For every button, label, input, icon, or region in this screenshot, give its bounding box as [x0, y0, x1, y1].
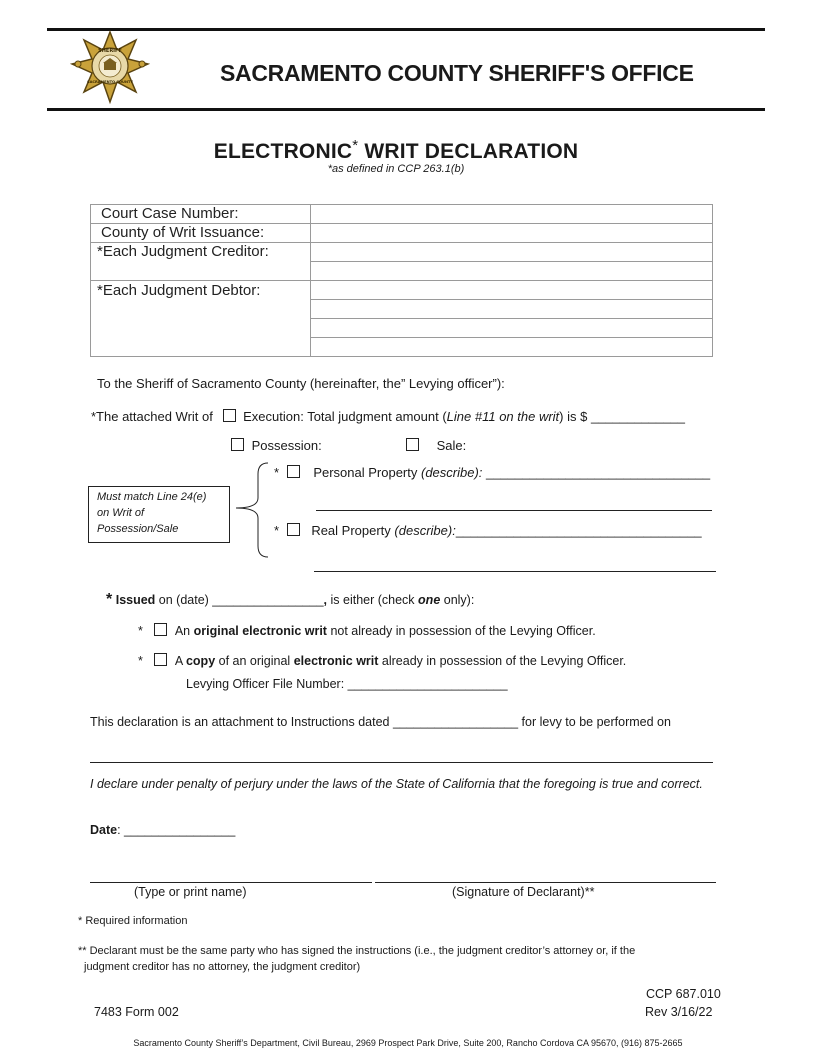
issued-label: Issued	[115, 593, 156, 607]
personal-text-b: (describe):	[420, 465, 483, 480]
real-text-a: Real Property	[311, 523, 395, 538]
perjury-statement: I declare under penalty of perjury under the laws of the State of California that the foregoing is true and correct.	[90, 777, 703, 791]
judgment-creditor-field-2[interactable]	[311, 262, 713, 281]
execution-text-c: ) is $ _____________	[559, 409, 685, 424]
copy-writ-row	[138, 653, 626, 668]
county-of-writ-field[interactable]	[311, 224, 713, 243]
execution-checkbox[interactable]	[223, 409, 236, 422]
declarant-note-1: ** Declarant must be the same party who has signed the instructions (i.e., the judgment creditor’s attorney or, if the	[78, 945, 636, 957]
original-writ-row	[138, 623, 596, 638]
real-star: *	[274, 523, 280, 538]
copy-text-c: of an original	[215, 654, 294, 668]
judgment-creditor-label: *Each Judgment Creditor:	[91, 243, 311, 281]
real-property-line-2[interactable]	[314, 571, 716, 572]
copy-writ-checkbox[interactable]	[154, 653, 167, 666]
name-label: (Type or print name)	[134, 885, 247, 899]
signature-line[interactable]	[375, 882, 716, 883]
real-text-b: (describe):	[394, 523, 456, 538]
issued-text-e: only):	[440, 593, 475, 607]
original-star: *	[138, 624, 143, 638]
original-writ-checkbox[interactable]	[154, 623, 167, 636]
note-line-2: on Writ of	[97, 507, 145, 519]
copy-text-b: copy	[185, 654, 216, 668]
possession-checkbox[interactable]	[231, 438, 244, 451]
possession-row	[231, 438, 322, 453]
court-case-number-label: Court Case Number:	[91, 205, 311, 224]
form-number: 7483 Form 002	[94, 1005, 179, 1019]
document-title	[0, 137, 792, 164]
issued-text-a: on (date) ________________	[155, 593, 324, 607]
issued-text-d: one	[418, 593, 441, 607]
issued-text-c: is either (check	[327, 593, 419, 607]
execution-text-b: Line #11 on the writ	[446, 409, 560, 424]
header-top-rule	[47, 28, 765, 31]
judgment-debtor-label: *Each Judgment Debtor:	[91, 281, 311, 357]
copy-text-a: A	[174, 654, 186, 668]
personal-property-row	[274, 465, 710, 480]
personal-text-a: Personal Property	[313, 465, 421, 480]
levy-location-line[interactable]	[90, 762, 713, 763]
copy-text-d: electronic writ	[293, 654, 379, 668]
court-case-number-field[interactable]	[311, 205, 713, 224]
personal-property-line-2[interactable]	[316, 510, 712, 511]
real-property-row	[274, 523, 702, 538]
county-of-writ-label: County of Writ Issuance:	[91, 224, 311, 243]
real-text-c: __________________________________	[455, 523, 702, 538]
required-note: * Required information	[78, 915, 188, 927]
issued-text-b: ,	[323, 593, 328, 607]
issued-row	[106, 591, 474, 609]
intro-text: To the Sheriff of Sacramento County (hereinafter, the” Levying officer”):	[97, 376, 505, 391]
signature-label: (Signature of Declarant)**	[452, 885, 595, 899]
badge-top-text: SHERIFF	[98, 48, 122, 54]
date-field[interactable]: : ________________	[117, 823, 236, 837]
title-suffix: WRIT DECLARATION	[358, 140, 579, 163]
office-name: SACRAMENTO COUNTY SHERIFF'S OFFICE	[220, 60, 694, 86]
judgment-debtor-field-2[interactable]	[311, 300, 713, 319]
title-asterisk: *	[352, 137, 359, 154]
copy-text-e: already in possession of the Levying Officer.	[378, 654, 627, 668]
document-subtitle: *as defined in CCP 263.1(b)	[327, 163, 465, 175]
writ-execution-row	[91, 409, 685, 424]
levying-file-number: Levying Officer File Number: _______________________	[186, 677, 508, 691]
judgment-creditor-field-1[interactable]	[311, 243, 713, 262]
case-info-table	[90, 204, 713, 357]
original-text-b: original electronic writ	[193, 624, 327, 638]
note-line-3: Possession/Sale	[97, 523, 179, 535]
note-line-1: Must match Line 24(e)	[97, 491, 207, 503]
sale-label: Sale:	[436, 438, 467, 453]
page-footer: Sacramento County Sheriff’s Department, Civil Bureau, 2969 Prospect Park Drive, Suite 200, Rancho Cordova CA 95670, (916) 875-2665	[133, 1038, 683, 1048]
execution-text-a: Execution: Total judgment amount (	[243, 409, 447, 424]
real-property-checkbox[interactable]	[287, 523, 300, 536]
bracket-brace	[232, 462, 272, 558]
badge-bottom-text: SACRAMENTO COUNTY	[86, 80, 134, 84]
sheriff-badge-logo	[70, 30, 150, 106]
judgment-debtor-field-1[interactable]	[311, 281, 713, 300]
judgment-debtor-field-3[interactable]	[311, 319, 713, 338]
personal-text-c: _______________________________	[482, 465, 711, 480]
attachment-text: This declaration is an attachment to Instructions dated __________________ for levy to be performed on	[90, 715, 671, 729]
revision-date: Rev 3/16/22	[645, 1005, 713, 1019]
sale-row	[406, 438, 466, 453]
personal-property-checkbox[interactable]	[287, 465, 300, 478]
date-label: Date	[90, 823, 118, 837]
issued-star: *	[106, 591, 113, 608]
must-match-note	[88, 486, 230, 543]
title-prefix: ELECTRONIC	[213, 140, 353, 163]
copy-star: *	[138, 654, 143, 668]
original-text-a: An	[174, 624, 194, 638]
personal-star: *	[274, 465, 280, 480]
judgment-debtor-field-4[interactable]	[311, 338, 713, 357]
original-text-c: not already in possession of the Levying Officer.	[326, 624, 596, 638]
possession-label: Possession:	[251, 438, 322, 453]
name-line[interactable]	[90, 882, 372, 883]
header-bottom-rule	[47, 108, 765, 111]
date-row	[90, 823, 235, 837]
ccp-reference: CCP 687.010	[646, 987, 721, 1001]
declarant-note-2: judgment creditor has no attorney, the judgment creditor)	[84, 961, 361, 973]
sale-checkbox[interactable]	[406, 438, 419, 451]
writ-lead: *The attached Writ of	[91, 409, 213, 424]
